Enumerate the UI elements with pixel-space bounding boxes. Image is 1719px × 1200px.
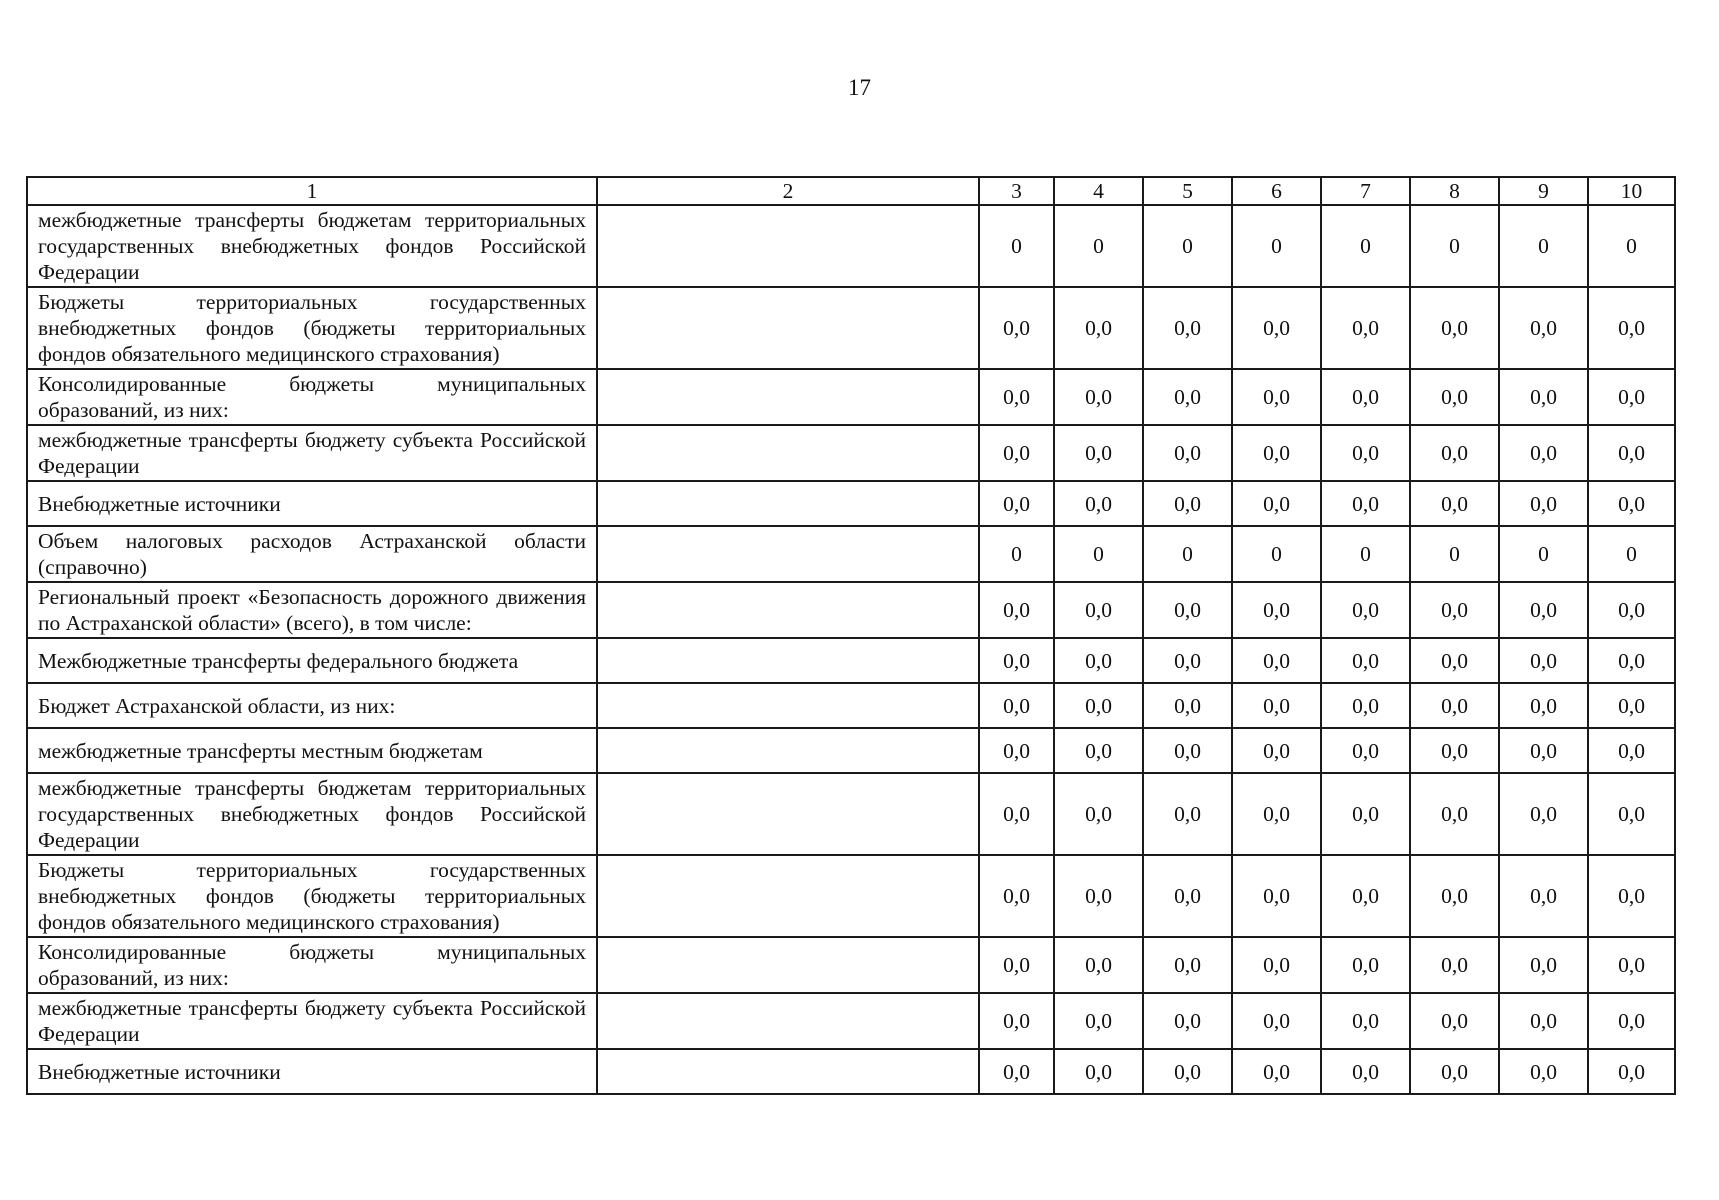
value-cell: 0,0 (1232, 937, 1321, 993)
value-cell: 0 (1410, 205, 1499, 287)
value-cell: 0 (1499, 526, 1588, 582)
value-cell: 0,0 (1321, 1049, 1410, 1094)
value-cell: 0 (1410, 526, 1499, 582)
column-header: 2 (597, 177, 979, 205)
value-cell: 0,0 (1143, 582, 1232, 638)
value-cell: 0,0 (1232, 1049, 1321, 1094)
value-cell: 0,0 (1499, 855, 1588, 937)
table-row (27, 481, 1675, 526)
value-cell: 0,0 (1143, 287, 1232, 369)
value-cell: 0,0 (1321, 369, 1410, 425)
value-cell: 0,0 (1588, 1049, 1675, 1094)
value-cell: 0,0 (1499, 481, 1588, 526)
value-cell: 0,0 (1588, 683, 1675, 728)
value-cell: 0,0 (1410, 855, 1499, 937)
value-cell: 0,0 (979, 1049, 1054, 1094)
value-cell: 0,0 (1410, 638, 1499, 683)
value-cell: 0,0 (1054, 481, 1143, 526)
value-cell: 0,0 (1143, 425, 1232, 481)
value-cell: 0 (1054, 205, 1143, 287)
header-row (27, 177, 1675, 205)
row-label: межбюджетные трансферты бюджетам территориальных государственных внебюджетных фондов Российской Федерации (27, 205, 597, 287)
value-cell: 0,0 (1499, 638, 1588, 683)
row-label: межбюджетные трансферты бюджетам территориальных государственных внебюджетных фондов Российской Федерации (27, 773, 597, 855)
value-cell: 0,0 (1232, 855, 1321, 937)
value-cell: 0,0 (1321, 425, 1410, 481)
column-header: 4 (1054, 177, 1143, 205)
value-cell: 0,0 (1232, 582, 1321, 638)
value-cell: 0,0 (1143, 1049, 1232, 1094)
row-label: Внебюджетные источники (27, 481, 597, 526)
value-cell: 0,0 (1054, 638, 1143, 683)
table-body (27, 205, 1675, 1094)
value-cell: 0,0 (1499, 582, 1588, 638)
value-cell: 0,0 (1499, 993, 1588, 1049)
value-cell: 0,0 (1588, 481, 1675, 526)
value-cell: 0,0 (1143, 638, 1232, 683)
value-cell: 0,0 (1410, 287, 1499, 369)
value-cell: 0,0 (1232, 481, 1321, 526)
value-cell: 0 (979, 205, 1054, 287)
value-cell: 0,0 (1143, 728, 1232, 773)
value-cell: 0,0 (1232, 683, 1321, 728)
value-cell: 0,0 (1143, 855, 1232, 937)
value-cell: 0 (1588, 205, 1675, 287)
value-cell: 0,0 (1588, 773, 1675, 855)
value-cell: 0 (1143, 205, 1232, 287)
table-row (27, 287, 1675, 369)
value-cell: 0,0 (1143, 683, 1232, 728)
value-cell: 0,0 (1410, 937, 1499, 993)
value-cell: 0,0 (1410, 773, 1499, 855)
value-cell: 0,0 (1321, 993, 1410, 1049)
value-cell: 0 (1143, 526, 1232, 582)
table-row (27, 425, 1675, 481)
value-cell: 0,0 (979, 683, 1054, 728)
row-label: Консолидированные бюджеты муниципальных образований, из них: (27, 937, 597, 993)
value-cell: 0,0 (1410, 993, 1499, 1049)
value-cell: 0,0 (1499, 425, 1588, 481)
value-cell: 0,0 (1054, 773, 1143, 855)
row-label: Региональный проект «Безопасность дорожного движения по Астраханской области» (всего), в том числе: (27, 582, 597, 638)
value-cell: 0,0 (979, 287, 1054, 369)
row-code-cell (597, 937, 979, 993)
value-cell: 0,0 (1321, 683, 1410, 728)
value-cell: 0,0 (1588, 993, 1675, 1049)
value-cell: 0,0 (1232, 993, 1321, 1049)
column-header: 6 (1232, 177, 1321, 205)
value-cell: 0,0 (1054, 683, 1143, 728)
value-cell: 0,0 (1232, 773, 1321, 855)
value-cell: 0,0 (1321, 481, 1410, 526)
value-cell: 0,0 (1054, 425, 1143, 481)
table-row (27, 369, 1675, 425)
column-header: 5 (1143, 177, 1232, 205)
value-cell: 0,0 (1499, 287, 1588, 369)
column-header: 1 (27, 177, 597, 205)
value-cell: 0,0 (1143, 993, 1232, 1049)
table-row (27, 683, 1675, 728)
value-cell: 0 (1588, 526, 1675, 582)
value-cell: 0,0 (979, 993, 1054, 1049)
value-cell: 0,0 (1588, 287, 1675, 369)
row-label: межбюджетные трансферты бюджету субъекта Российской Федерации (27, 425, 597, 481)
row-code-cell (597, 425, 979, 481)
row-code-cell (597, 993, 979, 1049)
value-cell: 0,0 (1054, 937, 1143, 993)
value-cell: 0,0 (1143, 481, 1232, 526)
row-label: Межбюджетные трансферты федерального бюджета (27, 638, 597, 683)
value-cell: 0,0 (1410, 425, 1499, 481)
row-code-cell (597, 582, 979, 638)
value-cell: 0,0 (979, 773, 1054, 855)
row-code-cell (597, 1049, 979, 1094)
value-cell: 0,0 (1410, 683, 1499, 728)
value-cell: 0,0 (1410, 1049, 1499, 1094)
value-cell: 0,0 (1054, 993, 1143, 1049)
value-cell: 0 (1499, 205, 1588, 287)
row-code-cell (597, 481, 979, 526)
row-code-cell (597, 773, 979, 855)
value-cell: 0,0 (1232, 425, 1321, 481)
row-code-cell (597, 205, 979, 287)
value-cell: 0,0 (979, 582, 1054, 638)
value-cell: 0,0 (1499, 1049, 1588, 1094)
value-cell: 0,0 (979, 638, 1054, 683)
value-cell: 0 (1232, 205, 1321, 287)
row-label: межбюджетные трансферты местным бюджетам (27, 728, 597, 773)
value-cell: 0,0 (1054, 1049, 1143, 1094)
value-cell: 0,0 (979, 369, 1054, 425)
table-row (27, 728, 1675, 773)
table-row (27, 582, 1675, 638)
value-cell: 0,0 (1499, 937, 1588, 993)
table-row (27, 1049, 1675, 1094)
row-code-cell (597, 683, 979, 728)
row-code-cell (597, 638, 979, 683)
value-cell: 0,0 (1232, 287, 1321, 369)
value-cell: 0,0 (1321, 582, 1410, 638)
row-label: Консолидированные бюджеты муниципальных образований, из них: (27, 369, 597, 425)
column-header: 3 (979, 177, 1054, 205)
value-cell: 0,0 (1321, 638, 1410, 683)
value-cell: 0,0 (1588, 425, 1675, 481)
value-cell: 0,0 (1232, 638, 1321, 683)
value-cell: 0,0 (1143, 937, 1232, 993)
value-cell: 0,0 (979, 481, 1054, 526)
table-row (27, 526, 1675, 582)
value-cell: 0 (979, 526, 1054, 582)
value-cell: 0,0 (1410, 728, 1499, 773)
column-header: 10 (1588, 177, 1675, 205)
value-cell: 0,0 (1232, 369, 1321, 425)
row-code-cell (597, 728, 979, 773)
value-cell: 0 (1054, 526, 1143, 582)
table-row (27, 638, 1675, 683)
value-cell: 0,0 (1588, 369, 1675, 425)
value-cell: 0,0 (1499, 369, 1588, 425)
column-header: 9 (1499, 177, 1588, 205)
value-cell: 0,0 (1054, 582, 1143, 638)
row-code-cell (597, 855, 979, 937)
value-cell: 0 (1232, 526, 1321, 582)
value-cell: 0,0 (1232, 728, 1321, 773)
value-cell: 0,0 (1499, 728, 1588, 773)
page-number: 17 (848, 75, 871, 100)
value-cell: 0,0 (979, 728, 1054, 773)
value-cell: 0,0 (1588, 638, 1675, 683)
value-cell: 0,0 (1143, 773, 1232, 855)
value-cell: 0 (1321, 526, 1410, 582)
table-row (27, 993, 1675, 1049)
column-header: 8 (1410, 177, 1499, 205)
value-cell: 0,0 (1588, 937, 1675, 993)
value-cell: 0,0 (1588, 855, 1675, 937)
value-cell: 0,0 (1499, 683, 1588, 728)
table-row (27, 773, 1675, 855)
table-row (27, 855, 1675, 937)
value-cell: 0,0 (1321, 937, 1410, 993)
row-label: межбюджетные трансферты бюджету субъекта Российской Федерации (27, 993, 597, 1049)
value-cell: 0 (1321, 205, 1410, 287)
value-cell: 0,0 (979, 855, 1054, 937)
value-cell: 0,0 (1499, 773, 1588, 855)
row-label: Бюджеты территориальных государственных внебюджетных фондов (бюджеты территориальных фондов обязательного медицинского страхования) (27, 855, 597, 937)
value-cell: 0,0 (1588, 728, 1675, 773)
value-cell: 0,0 (1321, 773, 1410, 855)
value-cell: 0,0 (1054, 287, 1143, 369)
value-cell: 0,0 (979, 937, 1054, 993)
value-cell: 0,0 (1054, 369, 1143, 425)
row-label: Объем налоговых расходов Астраханской области (справочно) (27, 526, 597, 582)
column-header: 7 (1321, 177, 1410, 205)
value-cell: 0,0 (1410, 582, 1499, 638)
table-row (27, 937, 1675, 993)
table-row (27, 205, 1675, 287)
row-label: Бюджеты территориальных государственных внебюджетных фондов (бюджеты территориальных фондов обязательного медицинского страхования) (27, 287, 597, 369)
value-cell: 0,0 (1588, 582, 1675, 638)
value-cell: 0,0 (1054, 728, 1143, 773)
value-cell: 0,0 (1143, 369, 1232, 425)
row-code-cell (597, 287, 979, 369)
table-header (27, 177, 1675, 205)
value-cell: 0,0 (1410, 481, 1499, 526)
row-label: Внебюджетные источники (27, 1049, 597, 1094)
row-code-cell (597, 526, 979, 582)
row-label: Бюджет Астраханской области, из них: (27, 683, 597, 728)
value-cell: 0,0 (1054, 855, 1143, 937)
value-cell: 0,0 (1321, 728, 1410, 773)
row-code-cell (597, 369, 979, 425)
value-cell: 0,0 (979, 425, 1054, 481)
budget-table (26, 176, 1676, 1095)
value-cell: 0,0 (1321, 855, 1410, 937)
value-cell: 0,0 (1321, 287, 1410, 369)
value-cell: 0,0 (1410, 369, 1499, 425)
